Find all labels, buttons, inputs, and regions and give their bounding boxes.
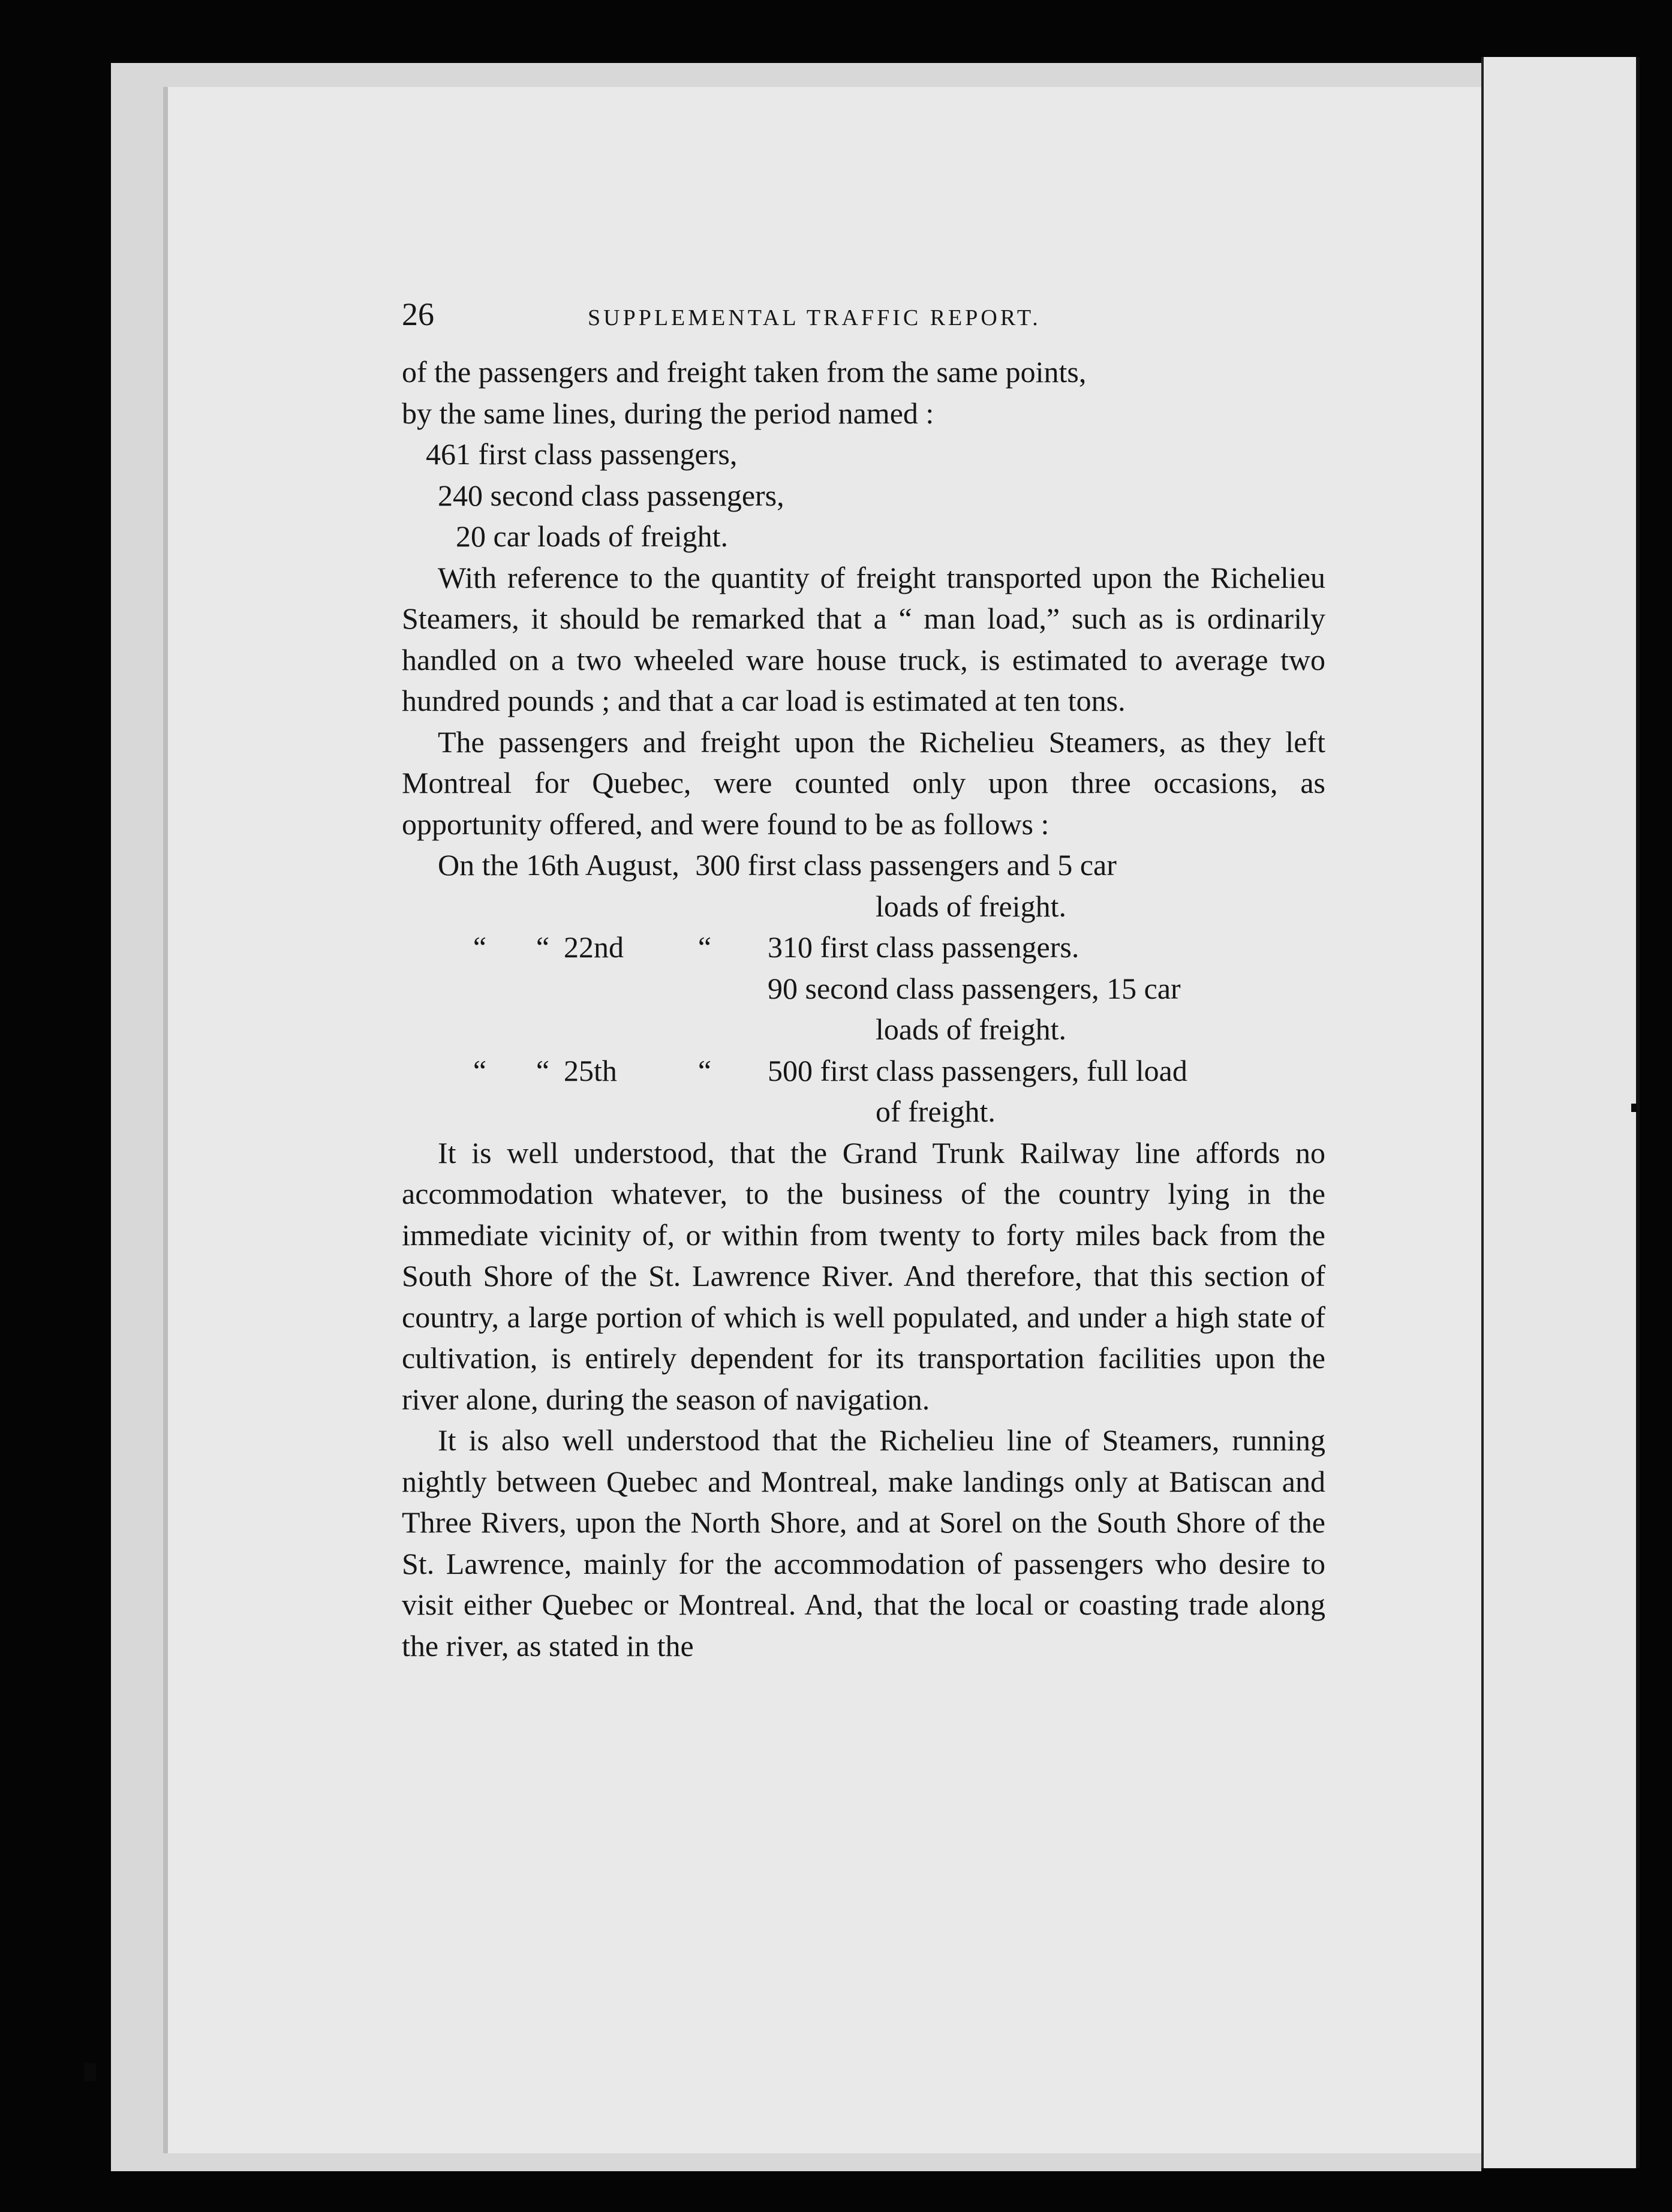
occasion-value: 300 first class passengers and 5 car	[695, 848, 1117, 882]
ditto-mark: “	[697, 1053, 712, 1087]
ditto-mark: “	[473, 1053, 487, 1087]
ditto-mark: “	[536, 1053, 550, 1087]
occasion-continuation: loads of freight.	[876, 889, 1066, 923]
count-line: 240 second class passengers,	[438, 478, 784, 512]
intro-line: of the passengers and freight taken from the same points,	[402, 355, 1087, 389]
occasion-date: 22nd	[564, 930, 624, 964]
scan-speck	[84, 2063, 96, 2081]
count-line: 461 first class passengers,	[426, 437, 738, 471]
count-line: 20 car loads of freight.	[456, 519, 729, 553]
occasion-entry	[402, 1050, 1325, 1092]
ditto-mark: “	[536, 930, 550, 964]
occasion-date: 25th	[564, 1053, 617, 1087]
occasion-continuation: loads of freight.	[876, 1012, 1066, 1046]
intro-line: by the same lines, during the period named :	[402, 396, 934, 430]
scan-speck	[1631, 1104, 1637, 1112]
occasion-value: 500 first class passengers, full load	[768, 1053, 1187, 1087]
ditto-mark: “	[697, 930, 712, 964]
page-number: 26	[402, 296, 434, 332]
page-header	[402, 294, 1325, 337]
occasion-entry	[402, 844, 1325, 886]
facing-page-edge	[1481, 57, 1640, 2168]
occasion-continuation: of freight.	[876, 1095, 996, 1128]
page-text-column	[402, 294, 1325, 1666]
running-head: SUPPLEMENTAL TRAFFIC REPORT.	[588, 305, 1041, 330]
occasion-continuation: 90 second class passengers, 15 car	[768, 971, 1181, 1005]
occasion-entry	[402, 927, 1325, 968]
paragraph-richelieu: It is also well understood that the Richelieu line of Steamers, running nightly between Quebec and Montreal, make landings only at Batiscan and Three Rivers, upon the North Shore, and at Sorel on the South Shore of the St. Lawrence, mainly for the accommodation of passengers who desire to visit either Quebec or Montreal. And, that the local or coasting trade along the river, as stated in the	[402, 1423, 1325, 1663]
paragraph-grand-trunk: It is well understood, that the Grand Trunk Railway line affords no accommodation whatever, to the business of the country lying in the immediate vicinity of, or within from twenty to forty miles back from the South Shore of the St. Lawrence River. And therefore, that this section of country, a large portion of which is well populated, and under a high state of cultivation, is entirely dependent for its transportation facilities upon the river alone, during the season of navigation.	[402, 1135, 1325, 1416]
ditto-mark: “	[473, 930, 487, 964]
occasion-prefix: On the 16th August,	[438, 848, 679, 882]
paragraph-freight: With reference to the quantity of freight transported upon the Richelieu Steamers, it should be remarked that a “ man load,” such as is ordinarily handled on a two wheeled ware house truck, is estimated to average two hundred pounds ; and that a car load is estimated at ten tons.	[402, 560, 1325, 717]
occasion-value: 310 first class passengers.	[768, 930, 1079, 964]
paragraph-counted: The passengers and freight upon the Richelieu Steamers, as they left Montreal for Quebec, were counted only upon three occasions, as opportunity offered, and were found to be as follows :	[402, 725, 1325, 841]
page-edge-line	[1636, 57, 1640, 2168]
